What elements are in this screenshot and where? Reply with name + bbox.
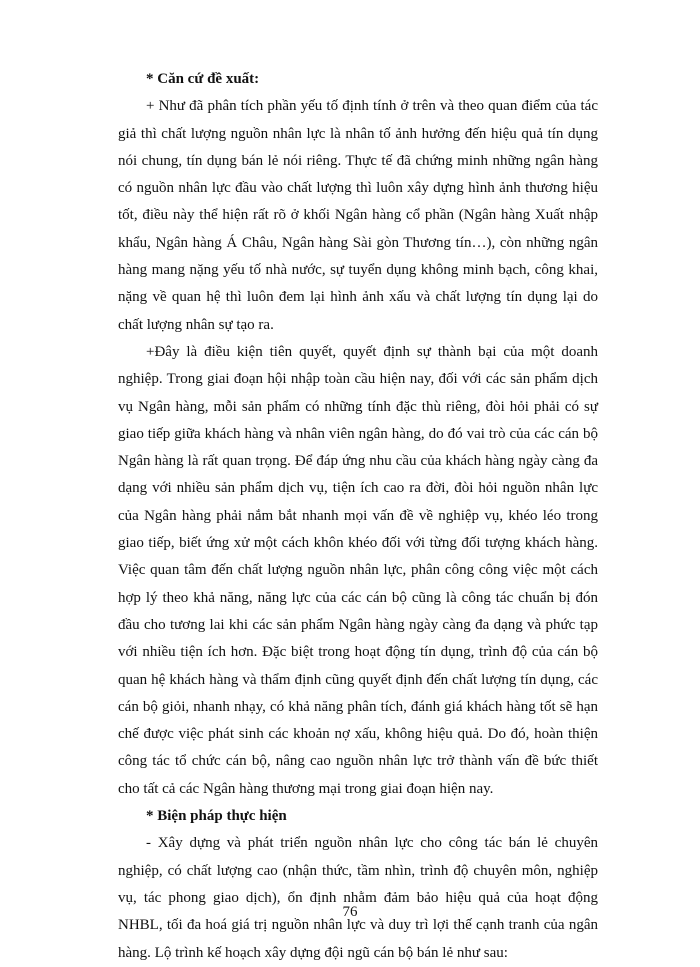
page-number: 76 [342,904,358,920]
paragraph-3: - Xây dựng và phát triển nguồn nhân lực cho công tác bán lẻ chuyên nghiệp, có chất lượng cao (nhận thức, tầm nhìn, trình độ chuyên môn, nghiệp vụ, tác phong giao dịch), ổn định nhằm đảm bảo hiệu quả của hoạt động NHBL, tối đa hoá giá trị nguồn nhân lực và duy trì lợi thế cạnh tranh của ngân hàng. Lộ trình kế hoạch xây dựng đội ngũ cán bộ bán lẻ như sau: [118,835,598,961]
document-body [118,66,598,967]
paragraph-1: + Như đã phân tích phần yếu tố định tính ở trên và theo quan điểm của tác giả thì chất lượng nguồn nhân lực là nhân tố ảnh hưởng đến hiệu quả tín dụng nói chung, tín dụng bán lẻ nói riêng. Thực tế đã chứng minh những ngân hàng có nguồn nhân lực đầu vào chất lượng thì luôn xây dựng hình ảnh thương hiệu tốt, điều này thể hiện rất rõ ở khối Ngân hàng cổ phần (Ngân hàng Xuất nhập khẩu, Ngân hàng Á Châu, Ngân hàng Sài gòn Thương tín…), còn những ngân hàng mang nặng yếu tố nhà nước, sự tuyển dụng không minh bạch, công khai, nặng về quan hệ thì luôn đem lại hình ảnh xấu và chất lượng tín dụng lại do chất lượng nhân sự tạo ra. [118,98,598,333]
section-heading-measures: * Biện pháp thực hiện [146,808,287,825]
section-heading-basis: * Căn cứ đề xuất: [146,71,260,87]
paragraph-2: +Đây là điều kiện tiên quyết, quyết định sự thành bại của một doanh nghiệp. Trong giai đoạn hội nhập toàn cầu hiện nay, đối với các sản phẩm dịch vụ Ngân hàng, mỗi sản phẩm có những tính đặc thù riêng, đòi hỏi phải có sự giao tiếp giữa khách hàng và nhân viên ngân hàng, do đó vai trò của các cán bộ Ngân hàng là rất quan trọng. Để đáp ứng nhu cầu của khách hàng ngày càng đa dạng với nhiều sản phẩm dịch vụ, tiện ích cao ra đời, đòi hỏi nguồn nhân lực của Ngân hàng phải nắm bắt nhanh mọi vấn đề về nghiệp vụ, khéo léo trong giao tiếp, biết ứng xử một cách khôn khéo đối với từng đối tượng khách hàng. Việc quan tâm đến chất lượng nguồn nhân lực, phân công công việc một cách hợp lý theo khả năng, năng lực của các cán bộ cũng là công tác chuẩn bị đón đầu cho tương lai khi các sản phẩm Ngân hàng ngày càng đa dạng và phức tạp với nhiều tiện ích hơn. Đặc biệt trong hoạt động tín dụng, trình độ của cán bộ quan hệ khách hàng và thẩm định cũng quyết định đến chất lượng tín dụng, các cán bộ giỏi, nhanh nhạy, có khả năng phân tích, đánh giá khách hàng tốt sẽ hạn chế được việc phát sinh các khoản nợ xấu, không hiệu quả. Do đó, hoàn thiện công tác tổ chức cán bộ, nâng cao nguồn nhân lực trở thành vấn đề bức thiết cho tất cả các Ngân hàng thương mại trong giai đoạn hiện nay. [118,343,598,797]
